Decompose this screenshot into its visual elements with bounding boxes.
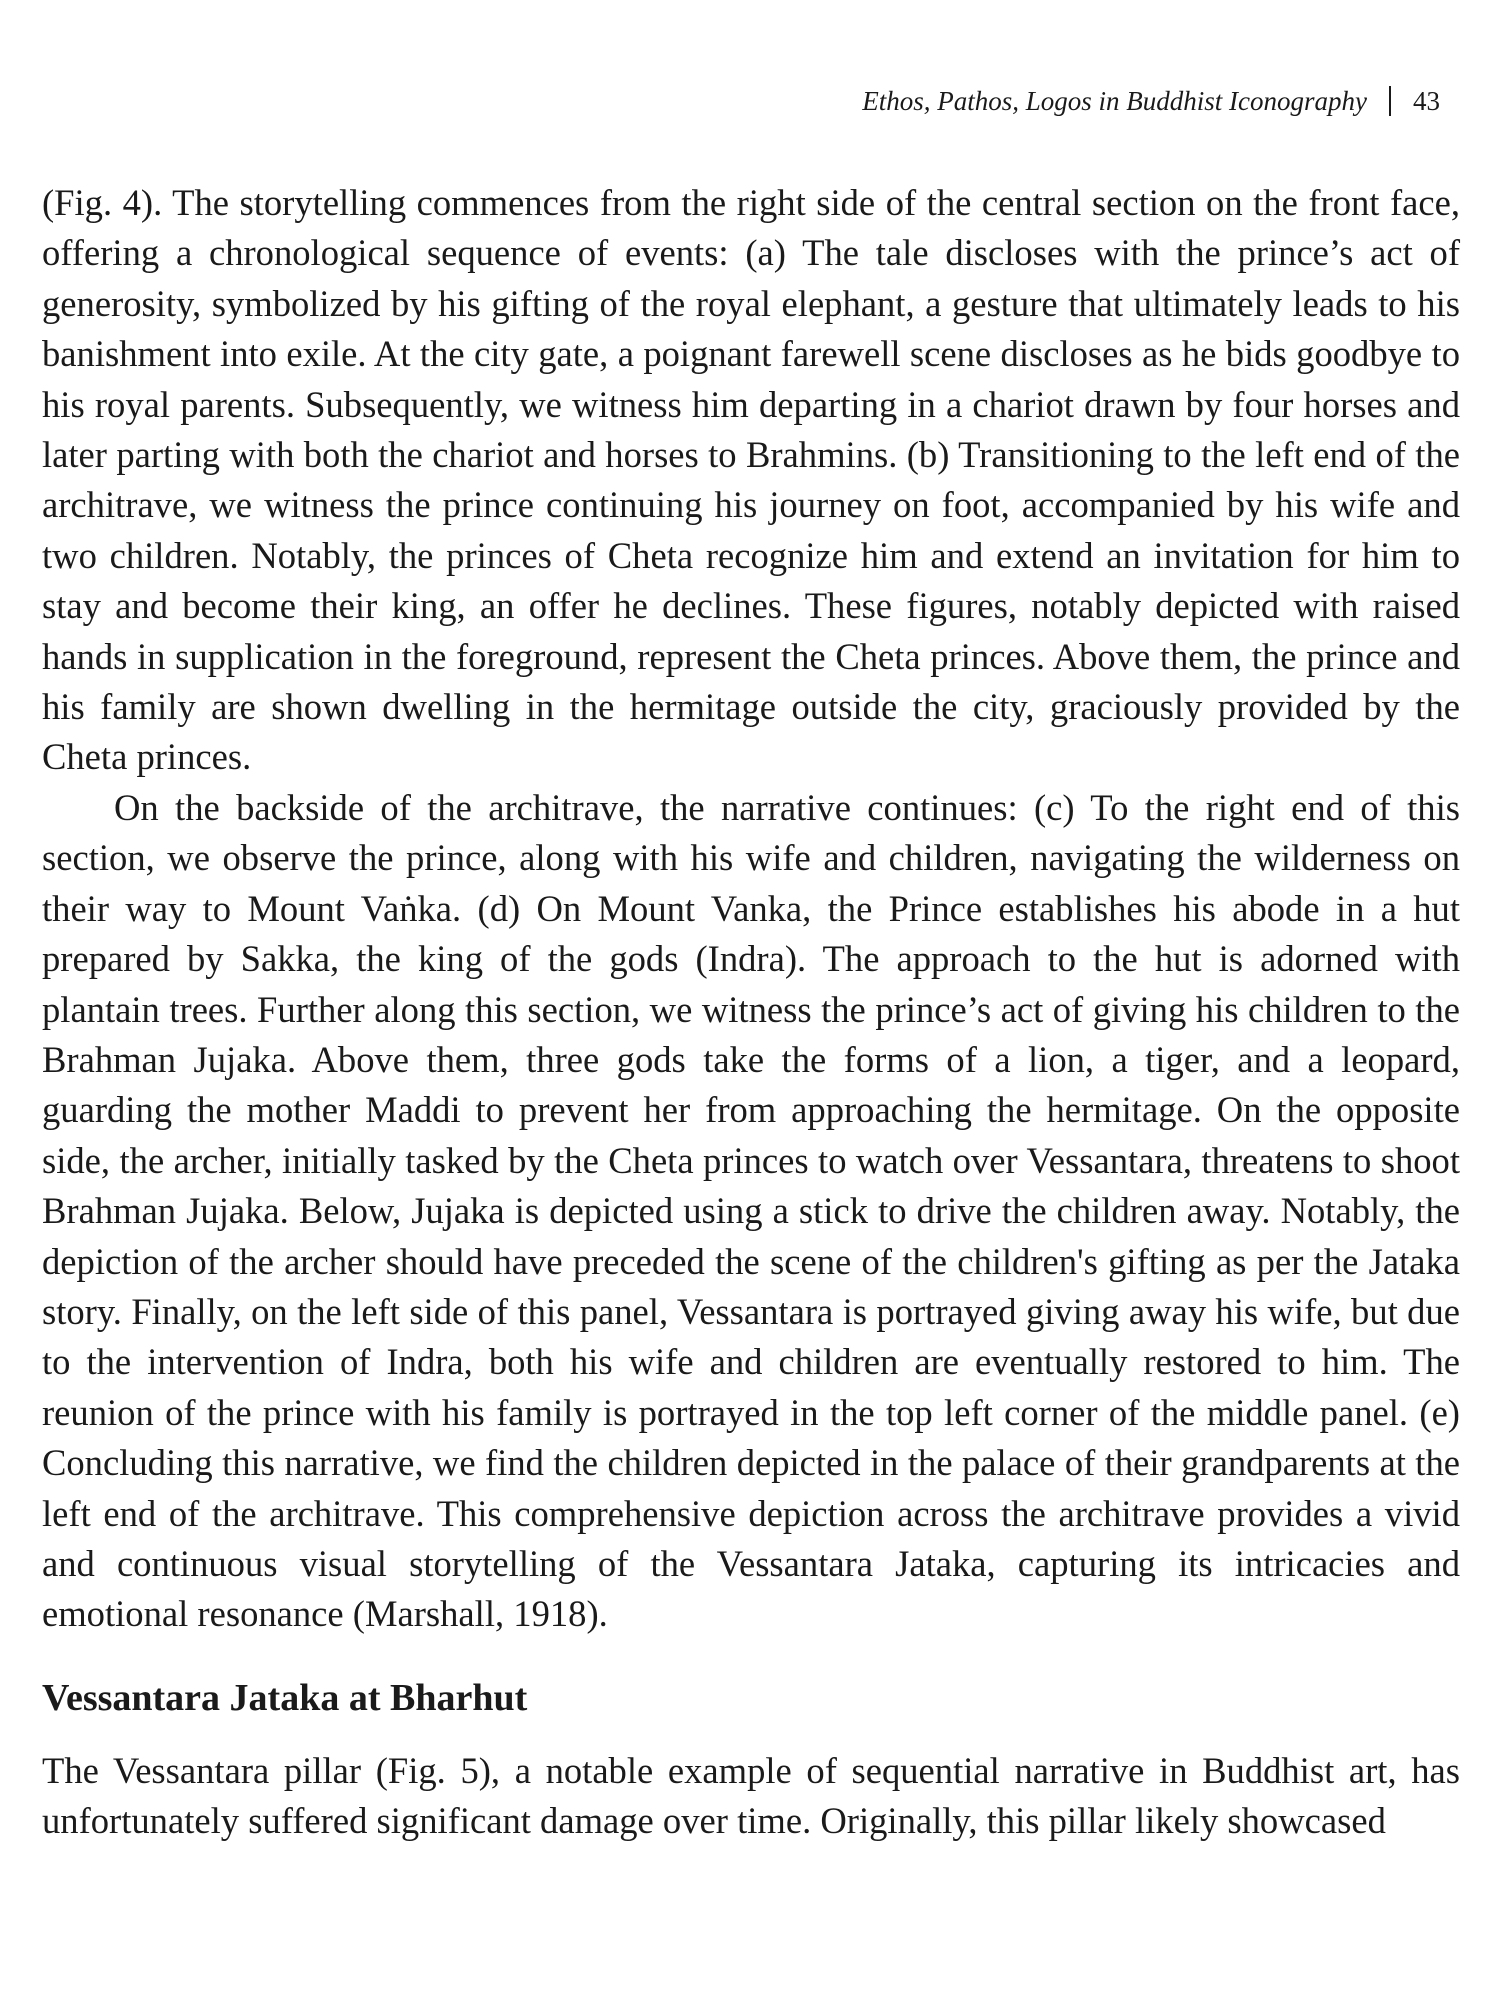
body-paragraph-2: On the backside of the architrave, the narrative continues: (c) To the right end of this section, we observe the prince, along with his wife and children, navigating the wilderness on their way to Mount Vaṅka. (d) On Mount Vanka, the Prince establishes his abode in a hut prepared by Sakka, the king of the gods (Indra). The approach to the hut is adorned with plantain trees. Further along this section, we witness the prince’s act of giving his children to the Brahman Jujaka. Above them, three gods take the forms of a lion, a tiger, and a leopard, guarding the mother Maddi to prevent her from approaching the hermitage. On the opposite side, the archer, initially tasked by the Cheta princes to watch over Vessantara, threatens to shoot Brahman Jujaka. Below, Jujaka is depicted using a stick to drive the children away. Notably, the depiction of the archer should have preceded the scene of the children's gifting as per the Jataka story. Finally, on the left side of this panel, Vessantara is portrayed giving away his wife, but due to the intervention of Indra, both his wife and children are eventually restored to him. The reunion of the prince with his family is portrayed in the top left corner of the middle panel. (e) Concluding this narrative, we find the children depicted in the palace of their grandparents at the left end of the architrave. This comprehensive depiction across the architrave provides a vivid and continuous visual storytelling of the Vessantara Jataka, capturing its intricacies and emotional resonance (Marshall, 1918). bbox=[42, 786, 1460, 1635]
running-header bbox=[862, 86, 1440, 116]
body-paragraph-1: (Fig. 4). The storytelling commences from the right side of the central section on the front face, offering a chronological sequence of events: (a) The tale discloses with the prince’s act of generosity, symbolized by his gifting of the royal elephant, a gesture that ultimately leads to his banishment into exile. At the city gate, a poignant farewell scene discloses as he bids goodbye to his royal parents. Subsequently, we witness him departing in a chariot drawn by four horses and later parting with both the chariot and horses to Brahmins. (b) Transitioning to the left end of the architrave, we witness the prince continuing his journey on foot, accompanied by his wife and two children. Notably, the princes of Cheta recognize him and extend an invitation for him to stay and become their king, an offer he declines. These figures, notably depicted with raised hands in supplication in the foreground, represent the Cheta princes. Above them, the prince and his family are shown dwelling in the hermitage outside the city, graciously provided by the Cheta princes. bbox=[42, 182, 1460, 778]
header-divider bbox=[1389, 86, 1391, 116]
page-body bbox=[42, 178, 1460, 1847]
running-title: Ethos, Pathos, Logos in Buddhist Iconography bbox=[862, 85, 1367, 116]
section-heading: Vessantara Jataka at Bharhut bbox=[42, 1676, 528, 1719]
body-paragraph-3: The Vessantara pillar (Fig. 5), a notable example of sequential narrative in Buddhist art, has unfortunately suffered significant damage over time. Originally, this pillar likely showcased bbox=[42, 1749, 1460, 1842]
page-number: 43 bbox=[1413, 85, 1440, 116]
